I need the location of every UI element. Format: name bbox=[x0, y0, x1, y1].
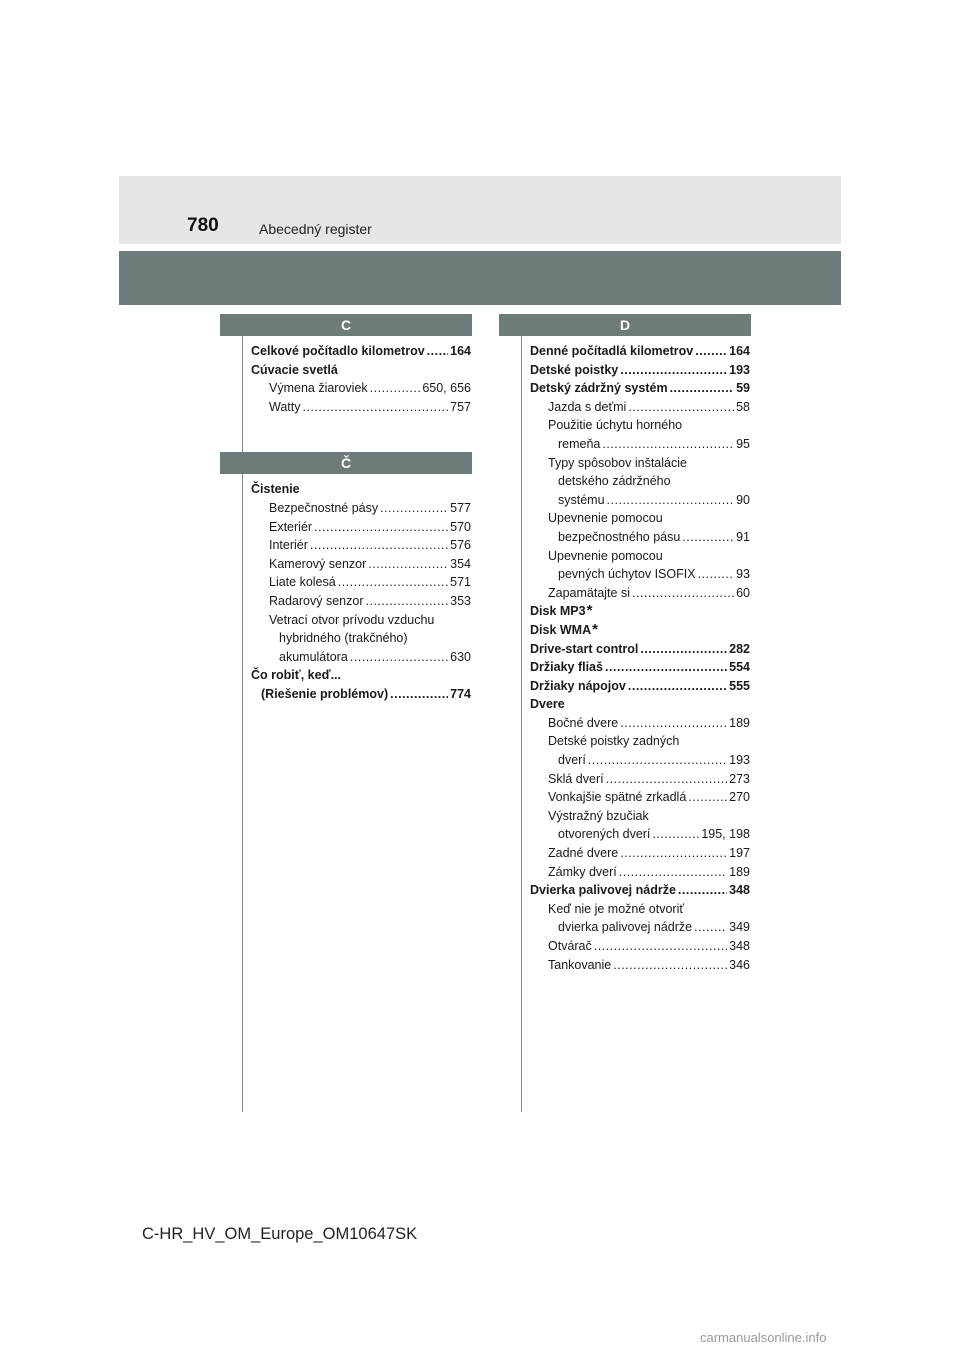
index-entry bbox=[530, 621, 750, 640]
index-entry-term: (Riešenie problémov) bbox=[261, 686, 389, 701]
dot-leader bbox=[695, 342, 727, 361]
dot-leader bbox=[620, 361, 727, 380]
index-entry-page: 90 bbox=[736, 492, 750, 507]
index-entry-page: 270 bbox=[729, 790, 750, 805]
index-entry-page: 195, 198 bbox=[701, 827, 750, 842]
dot-leader bbox=[338, 573, 448, 592]
index-entry-term: Detský zádržný systém bbox=[530, 381, 668, 396]
index-entry-term: Zadné dvere bbox=[548, 846, 619, 861]
index-entry-term: Upevnenie pomocou bbox=[548, 548, 663, 563]
index-entry bbox=[530, 491, 750, 510]
index-entry bbox=[530, 528, 750, 547]
index-entry-term: Vetrací otvor prívodu vzduchu bbox=[269, 612, 435, 627]
index-entry-page: 650, 656 bbox=[422, 381, 471, 396]
index-entry bbox=[530, 416, 750, 435]
index-entry-term: Výmena žiaroviek bbox=[269, 381, 368, 396]
index-entry bbox=[530, 900, 750, 919]
dot-leader bbox=[314, 518, 448, 537]
index-entry bbox=[530, 918, 750, 937]
index-entry-term: Upevnenie pomocou bbox=[548, 511, 663, 526]
dot-leader bbox=[670, 379, 735, 398]
index-entry-term: Čistenie bbox=[251, 482, 300, 497]
index-entry bbox=[530, 788, 750, 807]
index-entry-page: 570 bbox=[450, 519, 471, 534]
footnote-asterisk: * bbox=[592, 620, 598, 638]
index-entry-term: Výstražný bzučiak bbox=[548, 808, 649, 823]
index-entry bbox=[530, 807, 750, 826]
header-title: Abecedný register bbox=[259, 221, 372, 237]
dot-leader bbox=[682, 528, 734, 547]
index-entry bbox=[530, 677, 750, 696]
index-entry bbox=[251, 361, 471, 380]
dot-leader bbox=[640, 640, 727, 659]
index-entry bbox=[251, 379, 471, 398]
index-entry bbox=[530, 863, 750, 882]
index-entry bbox=[530, 640, 750, 659]
index-entry-term: Zapamätajte si bbox=[548, 585, 630, 600]
dot-leader bbox=[678, 881, 727, 900]
dot-leader bbox=[602, 435, 734, 454]
index-entry-page: 577 bbox=[450, 500, 471, 515]
dot-leader bbox=[688, 788, 727, 807]
index-entry-term: Cúvacie svetlá bbox=[251, 362, 338, 377]
index-entry-term: Disk MP3 bbox=[530, 604, 586, 619]
dot-leader bbox=[619, 863, 727, 882]
dot-leader bbox=[380, 499, 448, 518]
index-entry-page: 630 bbox=[450, 649, 471, 664]
section-letter-c-caron: Č bbox=[220, 452, 472, 474]
index-entry bbox=[530, 565, 750, 584]
index-entry bbox=[530, 751, 750, 770]
index-entry-term: hybridného (trakčného) bbox=[279, 631, 408, 646]
index-entry-term: Celkové počítadlo kilometrov bbox=[251, 344, 425, 358]
dot-leader bbox=[628, 398, 734, 417]
dot-leader bbox=[605, 658, 727, 677]
index-entry-page: 354 bbox=[450, 556, 471, 571]
index-entry bbox=[530, 435, 750, 454]
index-entry-page: 193 bbox=[729, 753, 750, 768]
index-entry-page: 164 bbox=[729, 344, 750, 358]
dot-leader bbox=[620, 844, 727, 863]
index-entry-term: Bočné dvere bbox=[548, 715, 619, 730]
index-entry-term: Watty bbox=[269, 399, 301, 414]
index-entry-term: Držiaky nápojov bbox=[530, 678, 626, 693]
index-entry-term: remeňa bbox=[558, 436, 601, 451]
dot-leader bbox=[606, 770, 728, 789]
index-entry-term: Exteriér bbox=[269, 519, 313, 534]
index-entry-term: Detské poistky bbox=[530, 362, 619, 377]
header-band bbox=[119, 251, 841, 305]
index-column-right bbox=[499, 314, 751, 974]
index-entry bbox=[251, 499, 471, 518]
index-entry bbox=[530, 844, 750, 863]
dot-leader bbox=[368, 555, 448, 574]
index-entry-page: 60 bbox=[736, 585, 750, 600]
index-entry-term: Tankovanie bbox=[548, 957, 612, 972]
index-entry-page: 554 bbox=[729, 660, 750, 675]
dot-leader bbox=[390, 685, 448, 704]
index-entry-page: 197 bbox=[729, 846, 750, 861]
index-entry bbox=[530, 714, 750, 733]
index-entry bbox=[251, 398, 471, 417]
index-entry bbox=[530, 732, 750, 751]
dot-leader bbox=[310, 536, 448, 555]
index-entry bbox=[251, 518, 471, 537]
footnote-asterisk: * bbox=[586, 602, 593, 620]
dot-leader bbox=[370, 379, 421, 398]
index-entry-page: 95 bbox=[736, 436, 750, 451]
index-entry bbox=[530, 770, 750, 789]
document-code: C-HR_HV_OM_Europe_OM10647SK bbox=[142, 1225, 418, 1243]
index-entry-term: Denné počítadlá kilometrov bbox=[530, 344, 694, 358]
dot-leader bbox=[588, 751, 727, 770]
index-entry-page: 555 bbox=[729, 678, 750, 693]
index-entry-term: Liate kolesá bbox=[269, 575, 336, 590]
index-entry-term: Radarový senzor bbox=[269, 593, 364, 608]
index-entry bbox=[251, 666, 471, 685]
index-entry-page: 349 bbox=[729, 920, 750, 935]
index-entry bbox=[251, 573, 471, 592]
index-entry-page: 348 bbox=[729, 883, 750, 898]
dot-leader bbox=[427, 342, 448, 361]
section-d-entries bbox=[530, 342, 750, 974]
index-entry-term: Čo robiť, keď... bbox=[251, 668, 341, 683]
index-entry-term: Kamerový senzor bbox=[269, 556, 367, 571]
index-entry bbox=[530, 342, 750, 361]
index-entry-term: Držiaky fliaš bbox=[530, 660, 603, 675]
index-entry-term: Drive-start control bbox=[530, 641, 639, 656]
index-entry-page: 348 bbox=[729, 939, 750, 953]
index-entry-page: 93 bbox=[736, 567, 750, 582]
index-entry-page: 91 bbox=[736, 529, 750, 544]
index-entry-term: Vonkajšie spätné zrkadlá bbox=[548, 790, 687, 805]
dot-leader bbox=[698, 565, 735, 584]
dot-leader bbox=[652, 825, 699, 844]
section-c-entries bbox=[251, 342, 471, 416]
index-entry-page: 59 bbox=[736, 381, 750, 396]
index-entry bbox=[251, 480, 471, 499]
index-entry bbox=[251, 342, 471, 361]
index-entry bbox=[530, 361, 750, 380]
index-entry bbox=[530, 472, 750, 491]
index-entry-term: Typy spôsobov inštalácie bbox=[548, 455, 687, 470]
index-entry-term: Bezpečnostné pásy bbox=[269, 500, 379, 515]
index-entry-term: bezpečnostného pásu bbox=[558, 529, 681, 544]
dot-leader bbox=[620, 714, 727, 733]
section-letter-c: C bbox=[220, 314, 472, 336]
index-entry-page: 571 bbox=[450, 575, 471, 590]
header-bar bbox=[119, 176, 841, 244]
dot-leader bbox=[302, 398, 448, 417]
index-entry-page: 774 bbox=[450, 686, 471, 701]
index-entry-term: systému bbox=[558, 492, 605, 507]
dot-leader bbox=[694, 918, 727, 937]
section-letter-d: D bbox=[499, 314, 751, 336]
index-entry bbox=[251, 555, 471, 574]
dot-leader bbox=[607, 491, 735, 510]
index-entry bbox=[251, 648, 471, 667]
index-entry-term: Jazda s deťmi bbox=[548, 399, 627, 414]
index-entry bbox=[530, 881, 750, 900]
page-number: 780 bbox=[187, 215, 219, 236]
index-entry bbox=[530, 956, 750, 975]
index-entry bbox=[530, 825, 750, 844]
index-entry-term: Sklá dverí bbox=[548, 771, 604, 786]
index-entry-term: dverí bbox=[558, 753, 586, 768]
index-entry-term: Interiér bbox=[269, 538, 308, 553]
index-entry bbox=[530, 547, 750, 566]
index-entry-term: Detské poistky zadných bbox=[548, 734, 680, 749]
index-entry bbox=[530, 695, 750, 714]
index-entry bbox=[251, 685, 471, 704]
index-entry bbox=[530, 584, 750, 603]
index-entry-term: akumulátora bbox=[279, 649, 348, 664]
dot-leader bbox=[594, 937, 727, 956]
index-entry bbox=[530, 937, 750, 956]
index-entry-page: 193 bbox=[729, 362, 750, 377]
index-entry-term: Otvárač bbox=[548, 939, 592, 953]
index-entry bbox=[530, 379, 750, 398]
index-entry-page: 353 bbox=[450, 593, 471, 608]
index-entry bbox=[251, 536, 471, 555]
dot-leader bbox=[366, 592, 449, 611]
index-entry-term: pevných úchytov ISOFIX bbox=[558, 567, 696, 582]
dot-leader bbox=[632, 584, 734, 603]
index-entry-page: 189 bbox=[729, 864, 750, 879]
watermark: carmanualsonline.info bbox=[700, 1330, 827, 1345]
dot-leader bbox=[628, 677, 727, 696]
section-c-caron-entries bbox=[251, 480, 471, 703]
index-entry-term: Disk WMA bbox=[530, 622, 592, 637]
index-entry bbox=[251, 611, 471, 630]
index-entry-term: detského zádržného bbox=[558, 474, 671, 489]
index-entry-page: 189 bbox=[729, 715, 750, 730]
index-entry-term: dvierka palivovej nádrže bbox=[558, 920, 693, 935]
index-entry bbox=[251, 592, 471, 611]
index-entry-page: 273 bbox=[729, 771, 750, 786]
index-entry bbox=[251, 629, 471, 648]
index-entry bbox=[530, 509, 750, 528]
index-entry-page: 346 bbox=[729, 957, 750, 972]
index-entry-page: 576 bbox=[450, 538, 471, 553]
dot-leader bbox=[350, 648, 448, 667]
index-entry bbox=[530, 454, 750, 473]
index-entry-page: 282 bbox=[729, 641, 750, 656]
index-entry-term: Keď nie je možné otvoriť bbox=[548, 901, 685, 916]
index-column-left bbox=[220, 314, 472, 704]
index-entry-term: Použitie úchytu horného bbox=[548, 418, 683, 433]
dot-leader bbox=[613, 956, 727, 975]
index-entry-page: 164 bbox=[450, 344, 471, 358]
index-entry bbox=[530, 398, 750, 417]
index-entry bbox=[530, 658, 750, 677]
index-entry-page: 58 bbox=[736, 399, 750, 414]
index-entry bbox=[530, 602, 750, 621]
index-entry-term: Zámky dverí bbox=[548, 864, 617, 879]
index-entry-term: Dvierka palivovej nádrže bbox=[530, 883, 676, 898]
index-entry-term: otvorených dverí bbox=[558, 827, 651, 842]
index-entry-page: 757 bbox=[450, 399, 471, 414]
index-entry-term: Dvere bbox=[530, 697, 565, 712]
